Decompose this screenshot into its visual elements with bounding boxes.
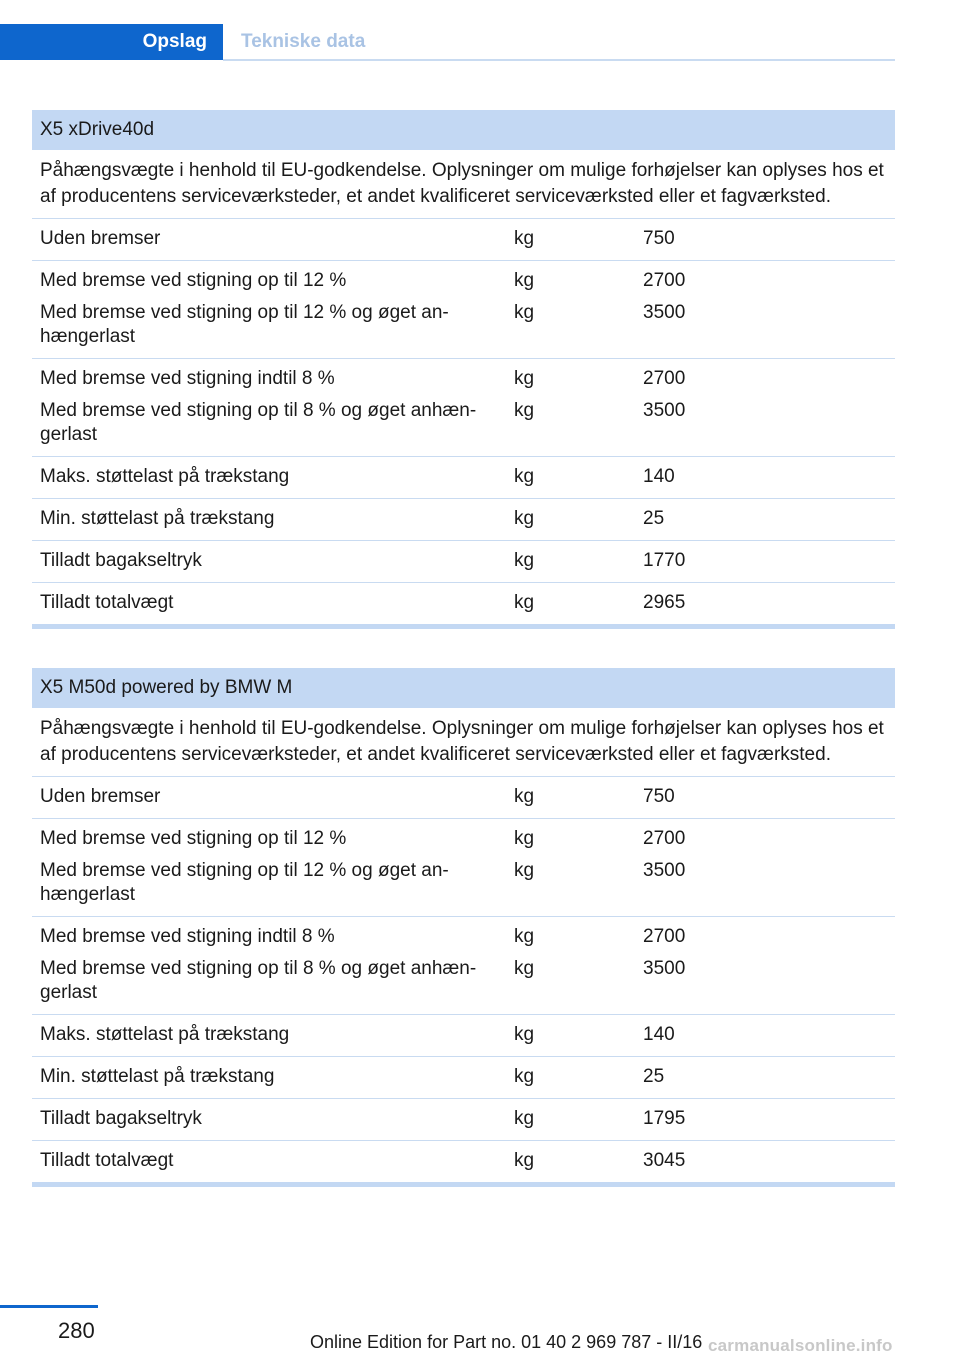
table-row: [32, 1141, 895, 1183]
row-unit: kg: [514, 1066, 535, 1087]
row-unit: kg: [514, 786, 535, 807]
row-value: 3500: [643, 860, 686, 881]
row-unit: kg: [514, 368, 535, 389]
table-end-rule: [32, 1182, 895, 1187]
row-unit: kg: [514, 1024, 535, 1045]
row-label: Med bremse ved stigning op til 12 % og øget anhængerlast: [40, 860, 449, 905]
spec-table-xdrive40d: [32, 110, 895, 629]
table-end-rule: [32, 624, 895, 629]
row-unit: kg: [514, 466, 535, 487]
header-rule: [223, 59, 895, 61]
row-unit: kg: [514, 926, 535, 947]
row-value: 2700: [643, 828, 686, 849]
footer-rule: [0, 1305, 98, 1308]
row-value: 1770: [643, 550, 686, 571]
row-value: 3500: [643, 400, 686, 421]
tab-tekniske-data[interactable]: Tekniske data: [241, 31, 366, 52]
table-row: [32, 1057, 895, 1099]
watermark: carmanualsonline.info: [708, 1336, 893, 1355]
table-row: [32, 359, 895, 457]
row-label: Maks. støttelast på trækstang: [40, 466, 290, 487]
table-title: X5 M50d powered by BMW M: [32, 668, 895, 708]
row-label: Med bremse ved stigning indtil 8 %: [40, 368, 335, 389]
row-unit: kg: [514, 302, 535, 323]
row-label: Med bremse ved stigning op til 8 % og øget anhængerlast: [40, 400, 477, 445]
row-label: Tilladt bagakseltryk: [40, 1108, 202, 1129]
row-value: 2965: [643, 592, 686, 613]
table-row: [32, 583, 895, 625]
table-row: [32, 1099, 895, 1141]
row-unit: kg: [514, 860, 535, 881]
row-label: Tilladt bagakseltryk: [40, 550, 202, 571]
row-unit: kg: [514, 828, 535, 849]
table-note: Påhængsvægte i henhold til EU-godkendelse. Oplysninger om mulige forhøjelser kan oplyses hos et af producentens serviceværksteder, et andet kvalificeret serviceværksted eller et fagværksted.: [32, 150, 895, 219]
row-value: 2700: [643, 926, 686, 947]
row-unit: kg: [514, 270, 535, 291]
row-label: Uden bremser: [40, 786, 161, 807]
row-value: 750: [643, 786, 675, 807]
row-value: 25: [643, 1066, 665, 1087]
row-unit: kg: [514, 550, 535, 571]
row-unit: kg: [514, 1150, 535, 1171]
row-unit: kg: [514, 400, 535, 421]
table-note: Påhængsvægte i henhold til EU-godkendelse. Oplysninger om mulige forhøjelser kan oplyses hos et af producentens serviceværksteder, et andet kvalificeret serviceværksted eller et fagværksted.: [32, 708, 895, 777]
row-value: 750: [643, 228, 675, 249]
row-label: Min. støttelast på trækstang: [40, 1066, 275, 1087]
row-label: Tilladt totalvægt: [40, 592, 174, 613]
row-value: 1795: [643, 1108, 686, 1129]
row-label: Med bremse ved stigning indtil 8 %: [40, 926, 335, 947]
row-value: 2700: [643, 368, 686, 389]
spec-table-m50d: [32, 668, 895, 1187]
table-row: [32, 457, 895, 499]
row-value: 140: [643, 466, 675, 487]
row-value: 3500: [643, 958, 686, 979]
table-row: [32, 1015, 895, 1057]
row-unit: kg: [514, 1108, 535, 1129]
row-value: 3045: [643, 1150, 686, 1171]
edition-text: Online Edition for Part no. 01 40 2 969 787 - II/16: [310, 1332, 703, 1352]
tab-opslag[interactable]: Opslag: [0, 24, 223, 60]
row-value: 25: [643, 508, 665, 529]
row-label: Med bremse ved stigning op til 8 % og øget anhængerlast: [40, 958, 477, 1003]
table-row: [32, 541, 895, 583]
table-row: [32, 219, 895, 261]
row-label: Med bremse ved stigning op til 12 %: [40, 828, 347, 849]
row-label: Min. støttelast på trækstang: [40, 508, 275, 529]
table-row: [32, 261, 895, 359]
row-unit: kg: [514, 592, 535, 613]
page-number: 280: [58, 1318, 95, 1343]
table-row: [32, 499, 895, 541]
row-label: Tilladt totalvægt: [40, 1150, 174, 1171]
table-row: [32, 777, 895, 819]
row-value: 2700: [643, 270, 686, 291]
row-label: Med bremse ved stigning op til 12 % og øget anhængerlast: [40, 302, 449, 347]
row-unit: kg: [514, 508, 535, 529]
row-value: 140: [643, 1024, 675, 1045]
table-row: [32, 819, 895, 917]
row-unit: kg: [514, 228, 535, 249]
row-value: 3500: [643, 302, 686, 323]
row-label: Med bremse ved stigning op til 12 %: [40, 270, 347, 291]
row-unit: kg: [514, 958, 535, 979]
row-label: Uden bremser: [40, 228, 161, 249]
table-row: [32, 917, 895, 1015]
page-header: [0, 24, 895, 62]
row-label: Maks. støttelast på trækstang: [40, 1024, 290, 1045]
table-title: X5 xDrive40d: [32, 110, 895, 150]
